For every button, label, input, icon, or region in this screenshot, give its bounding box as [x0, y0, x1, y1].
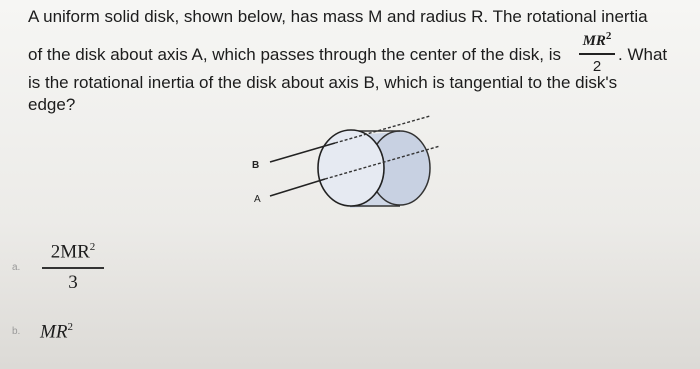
- fraction-bar: [579, 53, 615, 55]
- disk-front-face: [318, 130, 384, 206]
- choice-b-expression[interactable]: [40, 321, 73, 343]
- choice-b-text: MR: [40, 321, 68, 343]
- axis-b-label: B: [252, 160, 260, 171]
- choice-a-letter[interactable]: a.: [12, 262, 21, 273]
- fraction-numerator: MR: [582, 33, 606, 49]
- question-line-1: A uniform solid disk, shown below, has mass M and radius R. The rotational inertia: [28, 7, 648, 26]
- choice-a-fraction[interactable]: [42, 241, 104, 294]
- choice-b-exponent: 2: [67, 321, 73, 333]
- question-line-2-end: . What: [618, 45, 668, 64]
- choice-a-numerator: 2MR: [50, 241, 90, 263]
- fraction-denominator: 2: [592, 57, 602, 75]
- given-inertia-fraction: [579, 25, 615, 78]
- question-line-4: edge?: [28, 95, 76, 114]
- axis-a-line: [270, 179, 325, 196]
- choice-a-denominator: 3: [68, 271, 78, 293]
- question-line-3: is the rotational inertia of the disk about axis B, which is tangential to the disk's: [28, 73, 618, 92]
- choice-a-fraction-bar: [42, 267, 104, 269]
- choice-a-exponent: 2: [89, 241, 96, 253]
- axis-a-label: A: [254, 194, 261, 205]
- choice-b-letter[interactable]: b.: [12, 326, 21, 337]
- question-line-2: of the disk about axis A, which passes through the center of the disk, is: [28, 45, 561, 64]
- disk-axes-figure: [250, 110, 460, 220]
- fraction-exponent: 2: [605, 30, 612, 42]
